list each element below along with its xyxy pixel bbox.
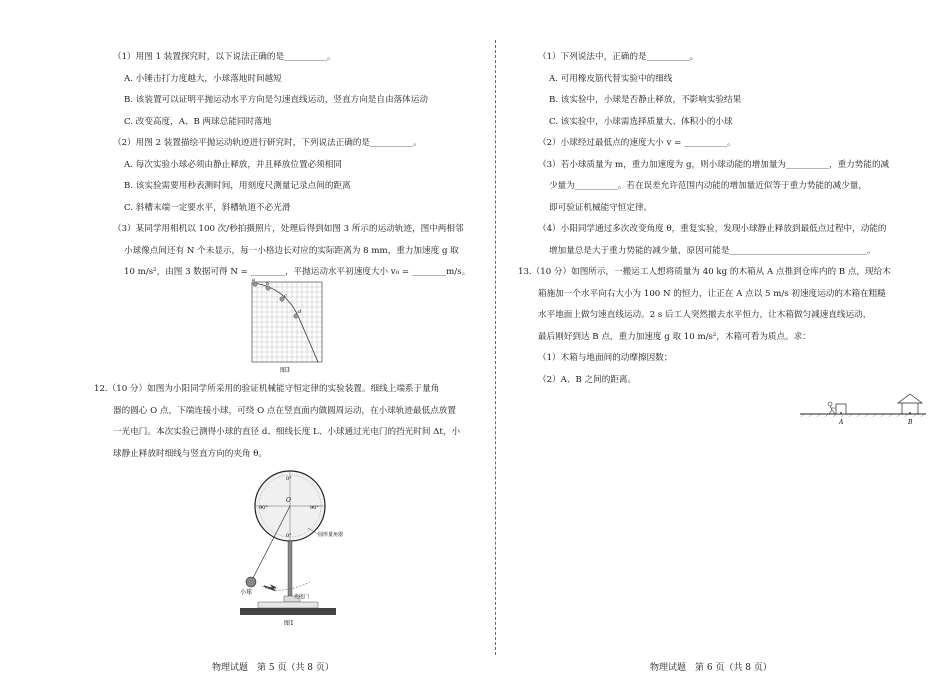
q12-part3-line2: 少量为__________。若在误差允许范围内动能的增加量近似等于重力势能的减少量， [549,181,867,191]
q12-part1-option-b: B. 该实验中，小球是否静止释放，不影响实验结果 [549,95,742,105]
fig1-caption: 图1 [284,620,294,627]
q11-part3-line2: 小球像点间还有 N 个未显示，每一小格边长对应的实际距离为 8 mm，重力加速度 g 取 [124,246,459,256]
q11-part2-option-c: C. 斜槽末端一定要水平，斜槽轨道不必光滑 [124,203,291,213]
fig13-label-a: A [839,419,844,426]
q12-line2: 器的圆心 O 点，下端连接小球，可绕 O 点在竖直面内做圆周运动，在小球轨迹最低点放置 [113,406,456,416]
left-page-footer: 物理试题 第 5 页（共 8 页） [212,663,334,673]
q12-line3: 一光电门。本次实验已测得小球的直径 d、细线长度 L、小球通过光电门的挡光时间 Δt，小 [113,427,461,437]
q13-part1: （1）木箱与地面间的动摩擦因数； [538,353,673,363]
q12-part1-stem: （1）下列说法中，正确的是__________。 [538,52,699,62]
label-ball: 小球 [240,589,253,596]
q11-part1-option-a: A. 小锤击打力度越大，小球落地时间越短 [124,74,282,84]
q12-part2: （2）小球经过最低点的速度大小 v = __________。 [538,138,736,148]
fig13-label-b: B [908,419,913,426]
figure-3-trajectory-grid [246,278,326,376]
q12-line1: 12.（10 分）如图为小阳同学所采用的验证机械能守恒定律的实验装置。细线上端系于量角 [94,384,440,394]
q11-part2-stem: （2）用图 2 装置描绘平抛运动轨迹进行研究时，下列说法正确的是__________。 [113,138,422,148]
q12-part4-line1: （4）小阳同学通过多次改变角度 θ，重复实验，发现小球静止释放到最低点过程中，动能的 [538,224,887,234]
q13-part2: （2）A、B 之间的距离。 [538,375,637,385]
figure-13-worker-box [798,390,928,430]
q12-part3-line1: （3）若小球质量为 m，重力加速度为 g，则小球动能的增加量为__________，重力势能的减 [538,160,890,170]
protractor-top-degree: 0° [286,476,292,482]
q13-line3: 水平地面上做匀速直线运动。2 s 后工人突然撤去水平恒力，让木箱做匀减速直线运动， [538,310,872,320]
column-divider [495,40,496,655]
fig3-point-a: a [252,278,255,283]
q12-line4: 球静止释放时细线与竖直方向的夹角 θ。 [113,449,268,459]
q11-part3-line1: （3）某同学用相机以 100 次/秒拍摄照片，处理后得到如图 3 所示的运动轨迹，图中两相邻 [113,224,464,234]
q13-line1: 13.（10 分）如图所示，一搬运工人想将质量为 40 kg 的木箱从 A 点推到仓库内的 B 点，现给木 [518,267,891,277]
label-protractor: 圆形量角器 [318,532,344,538]
q11-part3-line3: 10 m/s²，由图 3 数据可得 N = ________，平抛运动水平初速度大小 v₀ = ________m/s。 [124,267,471,277]
q12-part1-option-c: C. 该实验中，小球需选择质量大、体积小的小球 [549,117,733,127]
fig3-point-d: d [298,309,302,315]
label-photogate: 光电门 [294,594,310,600]
fig3-point-b: b [266,281,270,287]
fig3-point-c: c [284,293,287,299]
q11-part1-stem: （1）用图 1 装置探究时，以下说法正确的是__________。 [113,52,336,62]
figure-1-apparatus [222,468,352,628]
q12-part1-option-a: A. 可用橡皮筋代替实验中的细线 [549,74,673,84]
protractor-bottom-degree: 0° [286,533,292,539]
q13-line2: 箱施加一个水平向右大小为 100 N 的恒力，让正在 A 点以 5 m/s 初速度运动的木箱在粗糙 [538,289,886,299]
q12-part3-line3: 即可验证机械能守恒定律。 [549,203,653,213]
right-page-footer: 物理试题 第 6 页（共 8 页） [650,663,772,673]
protractor-left-degree: 90° [259,505,268,511]
protractor-center-o: O [286,497,291,504]
q11-part1-option-c: C. 改变高度，A、B 两球总能同时落地 [124,117,272,127]
protractor-right-degree: 90° [310,505,319,511]
fig3-caption: 图3 [280,367,290,374]
q11-part2-option-b: B. 该实验需要用秒表测时间，用刻度尺测量记录点间的距离 [124,181,351,191]
q11-part1-option-b: B. 该装置可以证明平抛运动水平方向是匀速直线运动，竖直方向是自由落体运动 [124,95,428,105]
q11-part2-option-a: A. 每次实验小球必须由静止释放，并且释放位置必须相同 [124,160,342,170]
q13-line4: 最后刚好到达 B 点，重力加速度 g 取 10 m/s²，木箱可看为质点。求： [538,332,811,342]
q12-part4-line2: 增加量总是大于重力势能的减少量，原因可能是________________________________。 [549,246,876,256]
